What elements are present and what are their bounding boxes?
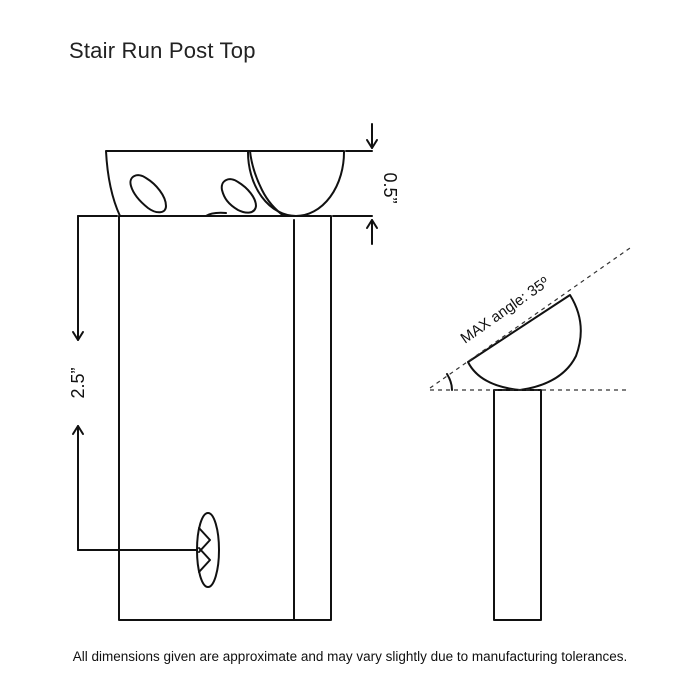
disclaimer-footer: All dimensions given are approximate and may vary slightly due to manufacturing tolerances. bbox=[72, 649, 628, 664]
bowl-cutout-left bbox=[130, 175, 166, 212]
bowl-cutout-right bbox=[222, 179, 256, 212]
label-post-to-hole: 2.5” bbox=[68, 367, 88, 399]
bowl-left-lobe bbox=[106, 151, 284, 216]
label-top-height: 0.5” bbox=[380, 172, 400, 204]
dimension-top-height bbox=[333, 124, 377, 244]
bowl-right-hemisphere bbox=[248, 151, 344, 216]
dimension-post-to-hole bbox=[73, 216, 197, 550]
label-max-angle: MAX angle: 35º bbox=[457, 273, 553, 348]
post-side-body bbox=[494, 390, 541, 620]
angle-arc bbox=[447, 374, 452, 390]
angled-reference bbox=[430, 248, 630, 388]
reference-lines bbox=[430, 248, 630, 390]
diagram-title: Stair Run Post Top bbox=[69, 38, 256, 63]
mounting-hole-mark bbox=[199, 528, 210, 572]
post-front-body bbox=[119, 216, 331, 620]
bowl-tilted-hemisphere bbox=[468, 295, 581, 390]
